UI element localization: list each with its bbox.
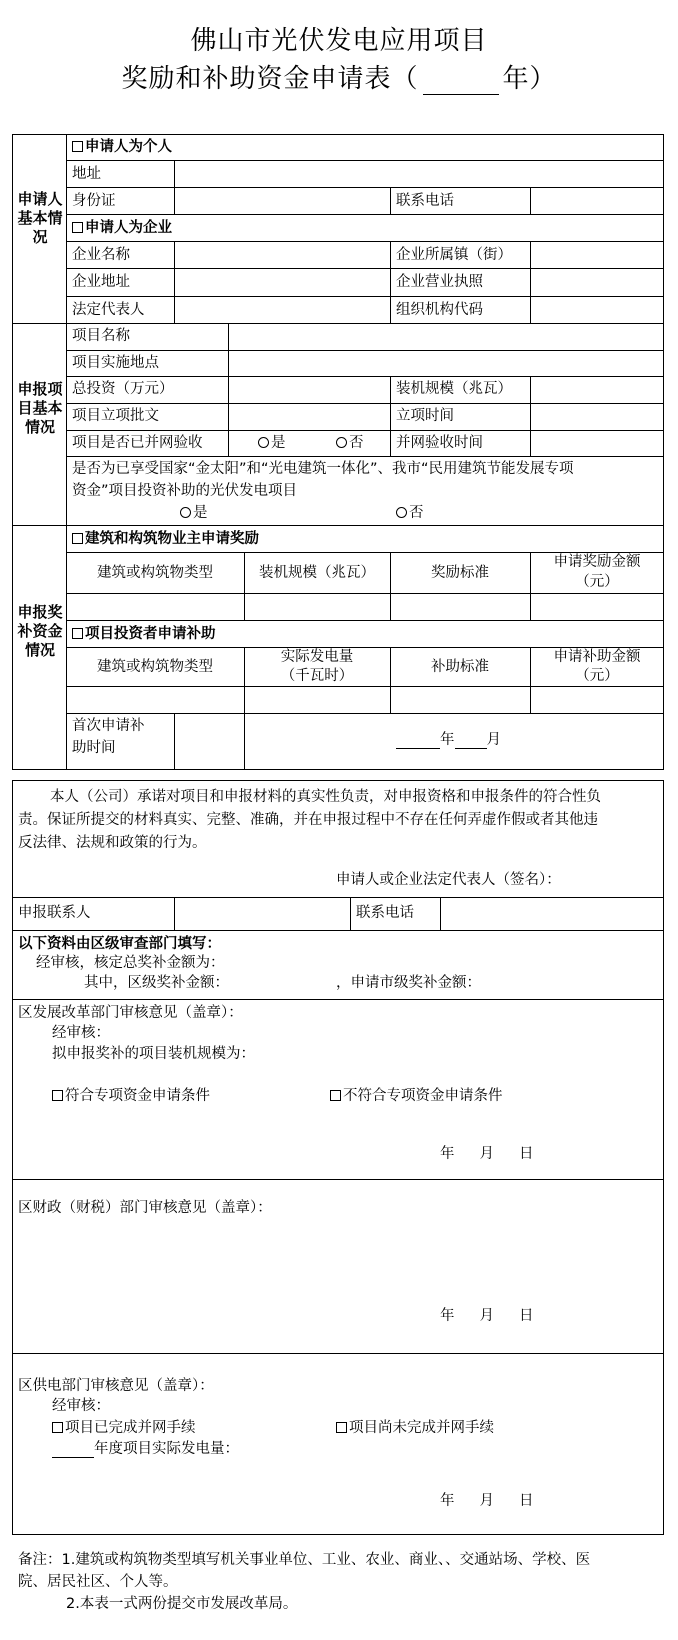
legal-rep-label: 法定代表人 bbox=[72, 302, 145, 318]
review-city: ，申请市级奖补金额： bbox=[336, 975, 481, 991]
finance-date: 年 月 日 bbox=[440, 1308, 534, 1324]
award-standard-header: 奖励标准 bbox=[431, 565, 489, 581]
grid-time-label: 并网验收时间 bbox=[396, 435, 483, 451]
power-generation[interactable]: 年度项目实际发电量： bbox=[52, 1441, 239, 1458]
month-label: 月 bbox=[486, 732, 501, 748]
dev-eligible-option[interactable]: 符合专项资金申请条件 bbox=[52, 1088, 210, 1105]
award-amount-header: 申请奖励金额 bbox=[553, 554, 641, 570]
capacity-label: 装机规模（兆瓦） bbox=[396, 381, 512, 397]
building-type-header-2: 建筑或构筑物类型 bbox=[97, 659, 213, 675]
pledge-line1: 本人（公司）承诺对项目和申报材料的真实性负责，对申报资格和申报条件的符合性负 bbox=[50, 789, 601, 805]
phone-label: 联系电话 bbox=[396, 193, 454, 209]
radio-icon[interactable] bbox=[336, 437, 347, 448]
title-prefix: 奖励和补助资金申请表（ bbox=[121, 64, 419, 94]
radio-icon[interactable] bbox=[180, 507, 191, 518]
first-apply-label-1: 首次申请补 bbox=[72, 718, 145, 734]
section-funding-label: 申报奖补资金情况 bbox=[17, 603, 63, 659]
owner-award-option[interactable]: 建筑和构筑物业主申请奖励 bbox=[72, 531, 259, 548]
org-code-label: 组织机构代码 bbox=[396, 302, 483, 318]
checkbox-icon[interactable] bbox=[72, 533, 83, 544]
grid-question-label: 项目是否已并网验收 bbox=[72, 435, 203, 451]
subsidy-standard-header: 补助标准 bbox=[431, 659, 489, 675]
grid-no-option[interactable]: 否 bbox=[336, 435, 364, 452]
subsidy-question-line1: 是否为已享受国家“金太阳”和“光电建筑一体化”、我市“民用建筑节能发展专项 bbox=[72, 461, 574, 477]
note-line1: 备注：1.建筑或构筑物类型填写机关事业单位、工业、农业、商业、、交通站场、学校、医 bbox=[18, 1552, 591, 1568]
section-applicant-label: 申请人基本情况 bbox=[17, 190, 63, 246]
note-line3: 2.本表一式两份提交市发展改革局。 bbox=[66, 1596, 298, 1612]
power-date: 年 月 日 bbox=[440, 1493, 534, 1509]
form-title-line1: 佛山市光伏发电应用项目 bbox=[190, 26, 488, 56]
id-label: 身份证 bbox=[72, 193, 116, 209]
contact-phone-label: 联系电话 bbox=[356, 905, 414, 921]
checkbox-icon[interactable] bbox=[330, 1090, 341, 1101]
title-suffix: 年） bbox=[502, 64, 557, 94]
generation-unit: （千瓦时） bbox=[280, 668, 354, 684]
power-done-option[interactable]: 项目已完成并网手续 bbox=[52, 1420, 196, 1437]
first-apply-date[interactable] bbox=[396, 732, 501, 749]
dev-reviewed: 经审核： bbox=[52, 1025, 110, 1041]
subsidy-amount-header: 申请补助金额 bbox=[553, 649, 641, 665]
section-project-label: 申报项目基本情况 bbox=[17, 380, 63, 436]
radio-icon[interactable] bbox=[396, 507, 407, 518]
grid-yes-option[interactable]: 是 bbox=[258, 435, 286, 452]
investor-subsidy-option[interactable]: 项目投资者申请补助 bbox=[72, 626, 216, 643]
power-heading: 区供电部门审核意见（盖章）： bbox=[18, 1378, 214, 1394]
subsidy-no-option[interactable]: 否 bbox=[396, 505, 424, 522]
ent-license-label: 企业营业执照 bbox=[396, 274, 483, 290]
note-line2: 院、居民社区、个人等。 bbox=[18, 1574, 178, 1590]
dev-capacity: 拟申报奖补的项目装机规模为： bbox=[52, 1046, 255, 1062]
year-blank[interactable] bbox=[423, 68, 499, 95]
form-title-line2 bbox=[0, 58, 678, 95]
project-name-label: 项目名称 bbox=[72, 328, 130, 344]
approval-time-label: 立项时间 bbox=[396, 408, 454, 424]
ent-address-label: 企业地址 bbox=[72, 274, 130, 290]
pledge-line2: 责。保证所提交的材料真实、完整、准确，并在申报过程中不存在任何弄虚作假或者其他违 bbox=[18, 812, 598, 828]
year-label: 年 bbox=[440, 732, 455, 748]
review-heading: 以下资料由区级审查部门填写： bbox=[18, 936, 221, 952]
generation-header: 实际发电量 bbox=[280, 649, 354, 665]
radio-icon[interactable] bbox=[258, 437, 269, 448]
ent-town-label: 企业所属镇（街） bbox=[396, 247, 512, 263]
approval-label: 项目立项批文 bbox=[72, 408, 159, 424]
power-reviewed: 经审核： bbox=[52, 1398, 110, 1414]
first-apply-label-2: 助时间 bbox=[72, 740, 116, 756]
award-amount-unit: （元） bbox=[575, 574, 619, 590]
subsidy-yes-option[interactable]: 是 bbox=[180, 505, 208, 522]
review-total: 经审核，核定总奖补金额为： bbox=[36, 955, 225, 971]
dev-date: 年 月 日 bbox=[440, 1146, 534, 1162]
ent-name-label: 企业名称 bbox=[72, 247, 130, 263]
checkbox-icon[interactable] bbox=[72, 141, 83, 152]
invest-label: 总投资（万元） bbox=[72, 381, 174, 397]
applicant-enterprise-option[interactable]: 申请人为企业 bbox=[72, 220, 172, 237]
applicant-individual-option[interactable]: 申请人为个人 bbox=[72, 139, 172, 156]
project-site-label: 项目实施地点 bbox=[72, 355, 159, 371]
signature-label: 申请人或企业法定代表人（签名）： bbox=[336, 872, 561, 888]
dev-reform-heading: 区发展改革部门审核意见（盖章）： bbox=[18, 1005, 243, 1021]
capacity-header: 装机规模（兆瓦） bbox=[259, 565, 375, 581]
checkbox-icon[interactable] bbox=[72, 628, 83, 639]
power-notdone-option[interactable]: 项目尚未完成并网手续 bbox=[336, 1420, 494, 1437]
checkbox-icon[interactable] bbox=[72, 222, 83, 233]
contact-person-label: 申报联系人 bbox=[18, 905, 91, 921]
checkbox-icon[interactable] bbox=[52, 1090, 63, 1101]
review-district: 其中，区级奖补金额： bbox=[84, 975, 229, 991]
checkbox-icon[interactable] bbox=[52, 1422, 63, 1433]
checkbox-icon[interactable] bbox=[336, 1422, 347, 1433]
dev-ineligible-option[interactable]: 不符合专项资金申请条件 bbox=[330, 1088, 503, 1105]
finance-heading: 区财政（财税）部门审核意见（盖章）： bbox=[18, 1200, 272, 1216]
pledge-line3: 反法律、法规和政策的行为。 bbox=[18, 835, 207, 851]
subsidy-question-line2: 资金”项目投资补助的光伏发电项目 bbox=[72, 483, 298, 499]
address-label: 地址 bbox=[72, 166, 101, 182]
building-type-header: 建筑或构筑物类型 bbox=[97, 565, 213, 581]
subsidy-amount-unit: （元） bbox=[575, 668, 619, 684]
